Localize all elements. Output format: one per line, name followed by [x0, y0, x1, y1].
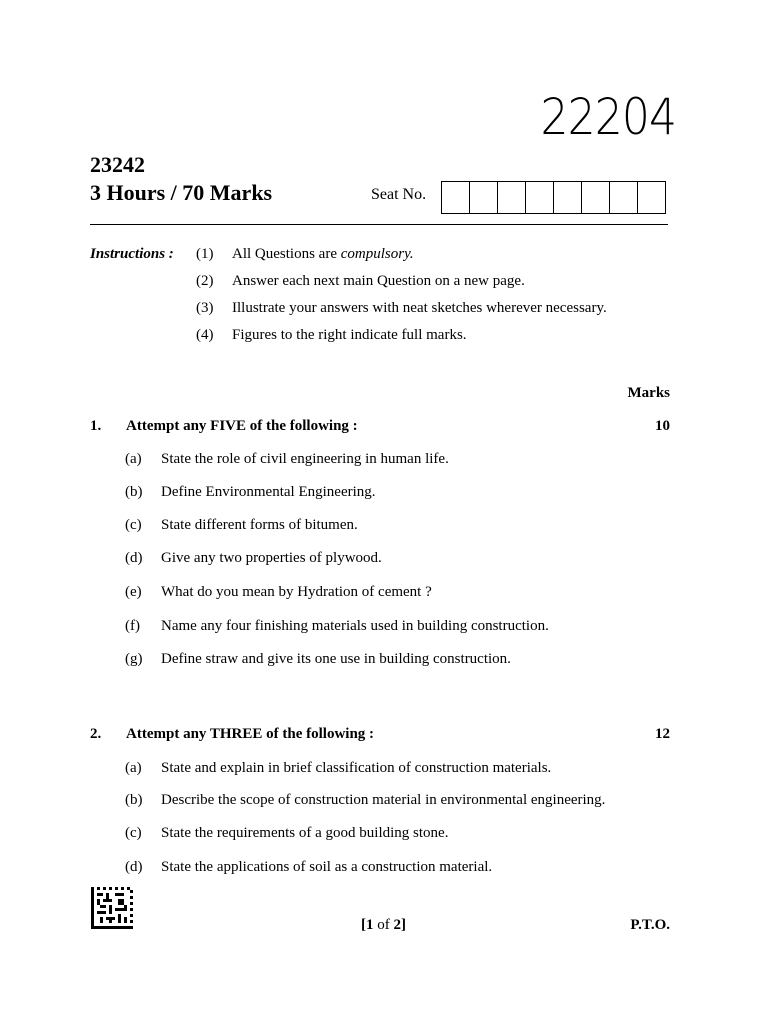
question-number: 2.: [90, 726, 102, 742]
subquestion-label: (f): [125, 618, 140, 634]
please-turn-over: P.T.O.: [630, 917, 670, 933]
subquestion-label: (a): [125, 451, 142, 467]
subquestion-text: Describe the scope of construction material in environmental engineering.: [161, 792, 606, 808]
question-number: 1.: [90, 418, 102, 434]
subquestion-text: State different forms of bitumen.: [161, 517, 358, 533]
subquestion-label: (c): [125, 825, 142, 841]
instruction-emphasis: compulsory.: [340, 246, 414, 262]
subject-code: 23242: [90, 152, 145, 177]
question-marks: 10: [655, 418, 670, 434]
seat-number-box[interactable]: [498, 182, 526, 213]
header-divider: [90, 224, 668, 225]
question-title: Attempt any FIVE of the following :: [126, 418, 358, 434]
subquestion-text: State the requirements of a good building stone.: [161, 825, 449, 841]
page-indicator: [1 of 2]: [361, 917, 406, 933]
instruction-number: (1): [196, 246, 214, 262]
instructions-label: Instructions :: [90, 246, 174, 262]
subquestion-text: State the applications of soil as a construction material.: [161, 859, 493, 875]
instruction-text: Illustrate your answers with neat sketches wherever necessary.: [232, 300, 607, 316]
subquestion-label: (b): [125, 484, 143, 500]
seat-number-box[interactable]: [554, 182, 582, 213]
instruction-number: (3): [196, 300, 214, 316]
seat-number-box[interactable]: [638, 182, 666, 213]
seat-number-box[interactable]: [610, 182, 638, 213]
seat-number-box[interactable]: [582, 182, 610, 213]
subquestion-label: (e): [125, 584, 142, 600]
subquestion-text: Define straw and give its one use in building construction.: [161, 651, 511, 667]
subquestion-text: State the role of civil engineering in human life.: [161, 451, 449, 467]
instruction-number: (4): [196, 327, 214, 343]
duration-marks: 3 Hours / 70 Marks: [90, 180, 273, 205]
seat-number-box[interactable]: [470, 182, 498, 213]
datamatrix-code-icon: [91, 887, 133, 929]
instruction-text: Figures to the right indicate full marks.: [232, 327, 467, 343]
seat-number-box[interactable]: [526, 182, 554, 213]
seat-number-box[interactable]: [442, 182, 470, 213]
subquestion-text: Name any four finishing materials used in building construction.: [161, 618, 549, 634]
subquestion-label: (d): [125, 550, 143, 566]
instruction-number: (2): [196, 273, 214, 289]
instruction-text: Answer each next main Question on a new page.: [232, 273, 525, 289]
marks-column-header: Marks: [627, 385, 670, 401]
instruction-text: All Questions are compulsory.: [232, 246, 414, 262]
subquestion-text: State and explain in brief classification of construction materials.: [161, 760, 552, 776]
subquestion-text: What do you mean by Hydration of cement ?: [161, 584, 432, 600]
subquestion-label: (g): [125, 651, 143, 667]
paper-code: 22204: [540, 88, 676, 146]
subquestion-label: (a): [125, 760, 142, 776]
subquestion-text: Give any two properties of plywood.: [161, 550, 382, 566]
subquestion-label: (b): [125, 792, 143, 808]
question-marks: 12: [655, 726, 670, 742]
seat-number-boxes[interactable]: [441, 181, 666, 214]
question-title: Attempt any THREE of the following :: [126, 726, 375, 742]
subquestion-label: (c): [125, 517, 142, 533]
subquestion-label: (d): [125, 859, 143, 875]
subquestion-text: Define Environmental Engineering.: [161, 484, 376, 500]
seat-number-label: Seat No.: [371, 186, 427, 203]
